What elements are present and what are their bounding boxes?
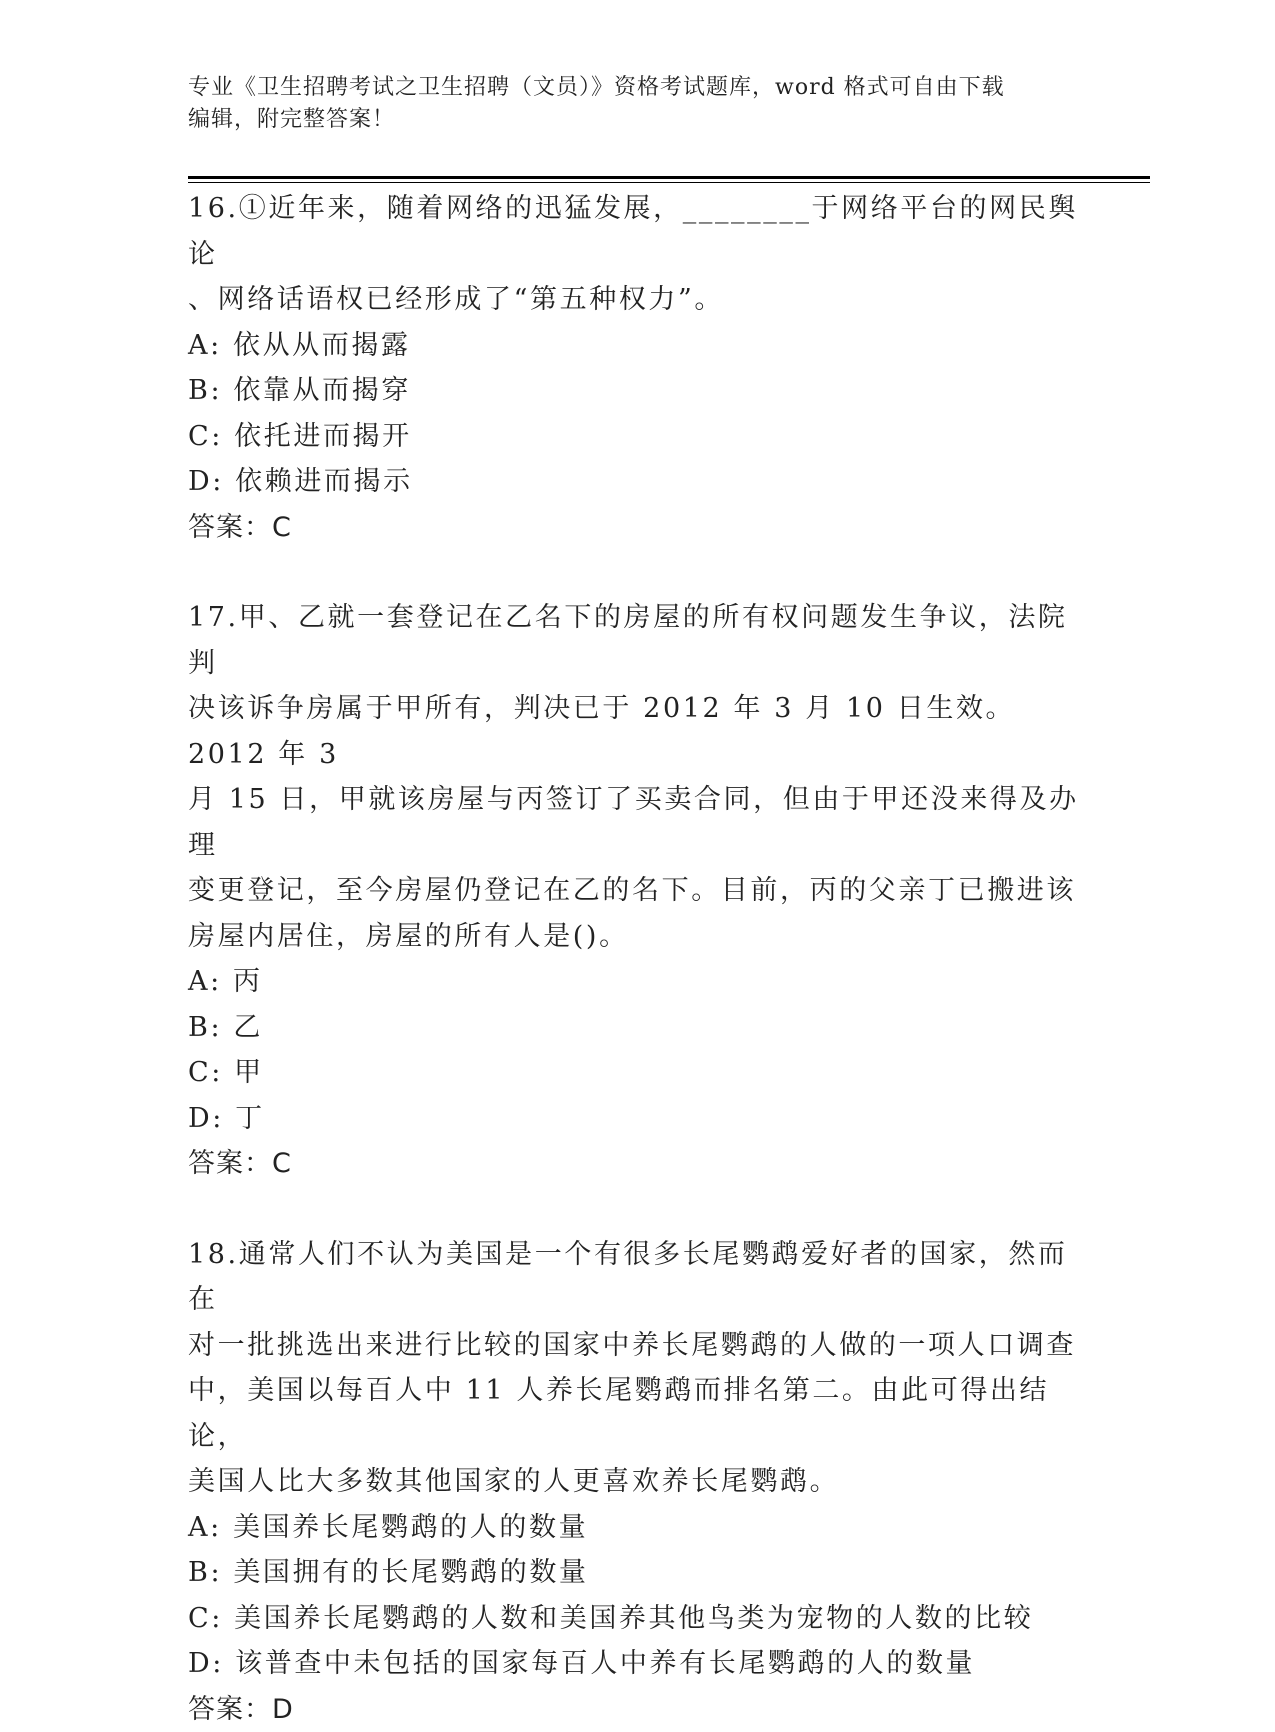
option-a: A: 丙 (188, 959, 1088, 1005)
question-17 (188, 595, 1088, 1187)
answer-line: 答案：C (188, 505, 1088, 551)
option-a: A: 美国养长尾鹦鹉的人的数量 (188, 1505, 1088, 1551)
question-stem-line: 对一批挑选出来进行比较的国家中养长尾鹦鹉的人做的一项人口调查 (188, 1323, 1088, 1369)
question-stem-line: 、网络话语权已经形成了“第五种权力”。 (188, 277, 1088, 323)
option-c: C: 甲 (188, 1050, 1088, 1096)
answer-line: 答案：D (188, 1687, 1088, 1732)
question-16 (188, 186, 1088, 550)
question-stem-line: 中，美国以每百人中 11 人养长尾鹦鹉而排名第二。由此可得出结论， (188, 1368, 1088, 1459)
question-stem-line: 17.甲、乙就一套登记在乙名下的房屋的所有权问题发生争议，法院判 (188, 595, 1088, 686)
question-stem-line: 决该诉争房属于甲所有，判决已于 2012 年 3 月 10 日生效。2012 年 3 (188, 686, 1088, 777)
question-18 (188, 1232, 1088, 1732)
option-b: B: 依靠从而揭穿 (188, 368, 1088, 414)
question-stem-line: 变更登记，至今房屋仍登记在乙的名下。目前，丙的父亲丁已搬进该 (188, 868, 1088, 914)
option-c: C: 依托进而揭开 (188, 414, 1088, 460)
question-stem-line: 房屋内居住，房屋的所有人是()。 (188, 914, 1088, 960)
option-c: C: 美国养长尾鹦鹉的人数和美国养其他鸟类为宠物的人数的比较 (188, 1596, 1088, 1642)
option-b: B: 乙 (188, 1005, 1088, 1051)
option-d: D: 该普查中未包括的国家每百人中养有长尾鹦鹉的人的数量 (188, 1641, 1088, 1687)
option-d: D: 丁 (188, 1096, 1088, 1142)
question-spacer (188, 550, 1088, 595)
option-d: D: 依赖进而揭示 (188, 459, 1088, 505)
header-divider-thin (188, 182, 1150, 183)
header-line-1: 专业《卫生招聘考试之卫生招聘（文员）》资格考试题库，word 格式可自由下载 (188, 72, 1068, 104)
answer-line: 答案：C (188, 1141, 1088, 1187)
question-list (188, 186, 1088, 1732)
question-stem-line: 16.①近年来，随着网络的迅猛发展，________于网络平台的网民舆论 (188, 186, 1088, 277)
header-divider-thick (188, 176, 1150, 179)
question-stem-line: 月 15 日，甲就该房屋与丙签订了买卖合同，但由于甲还没来得及办理 (188, 777, 1088, 868)
option-b: B: 美国拥有的长尾鹦鹉的数量 (188, 1550, 1088, 1596)
option-a: A: 依从从而揭露 (188, 323, 1088, 369)
header-line-2: 编辑，附完整答案！ (188, 104, 1068, 136)
document-header (188, 72, 1068, 136)
question-spacer (188, 1187, 1088, 1232)
question-stem-line: 美国人比大多数其他国家的人更喜欢养长尾鹦鹉。 (188, 1459, 1088, 1505)
question-stem-line: 18.通常人们不认为美国是一个有很多长尾鹦鹉爱好者的国家，然而在 (188, 1232, 1088, 1323)
